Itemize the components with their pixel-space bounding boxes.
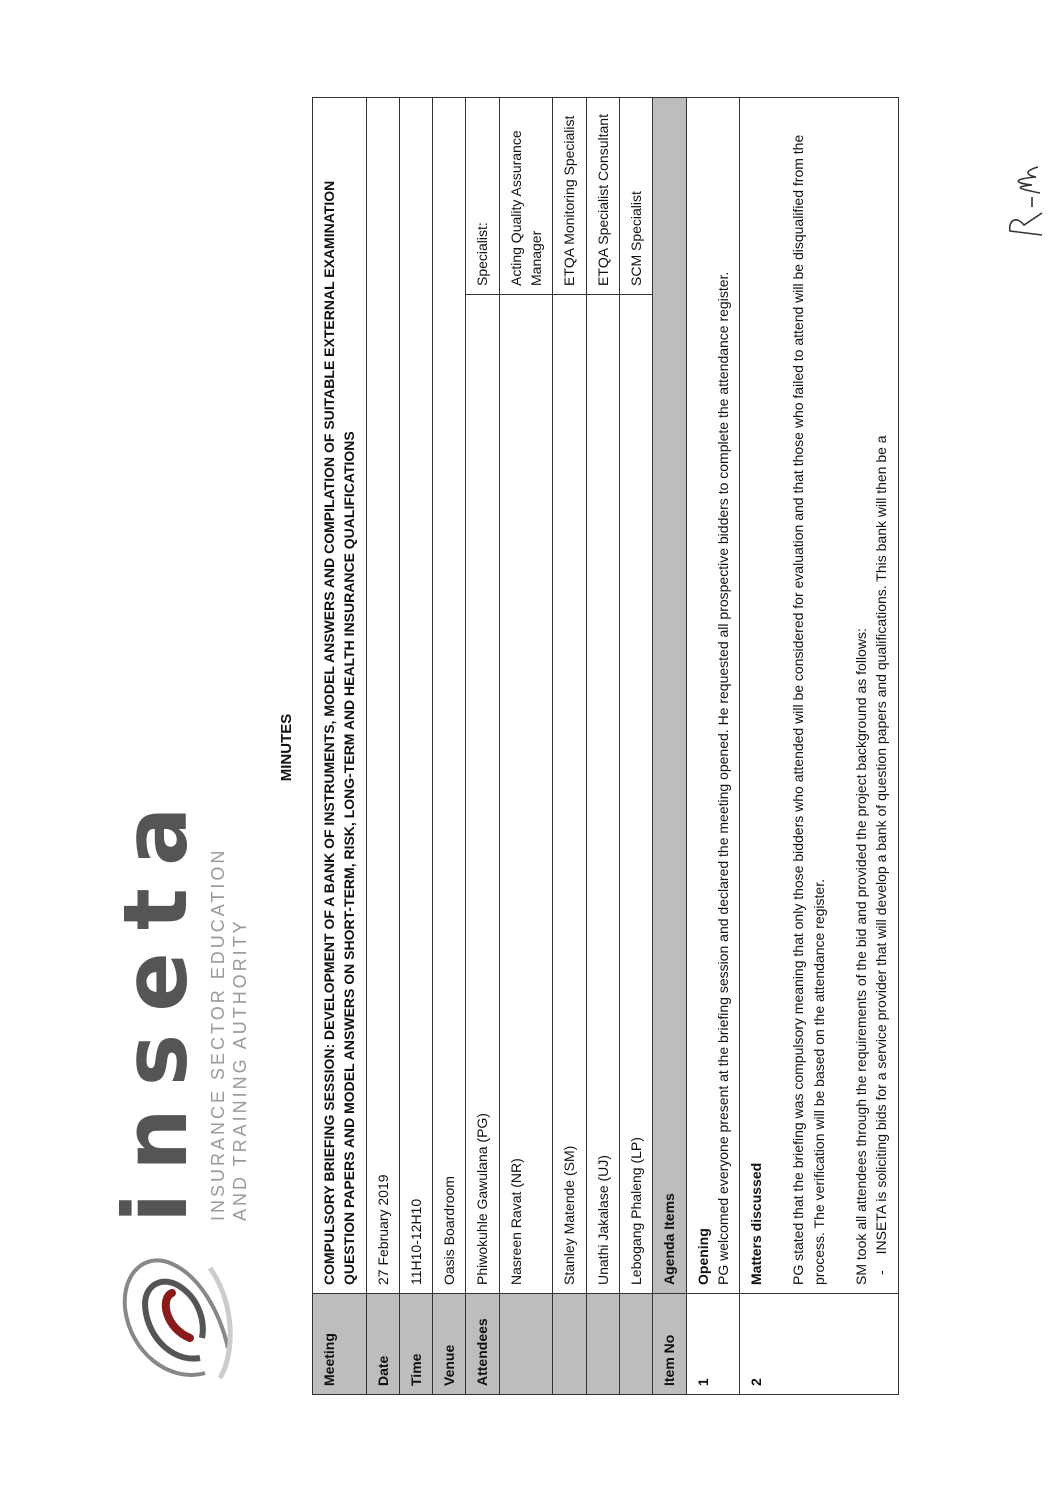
attendee-name: Phiwokuhle Gawulana (PG) bbox=[466, 295, 499, 1294]
agenda-item-paragraph: SM took all attendees through the requirements of the bid and provided the project background as follows: bbox=[853, 628, 870, 1285]
attendee-name: Nasreen Ravat (NR) bbox=[499, 295, 553, 1294]
document-title: MINUTES bbox=[278, 713, 295, 782]
date-value: 27 February 2019 bbox=[366, 98, 399, 1294]
minutes-table bbox=[312, 97, 899, 1395]
date-label: Date bbox=[366, 1294, 399, 1395]
agenda-item-row bbox=[740, 98, 898, 1395]
item-number: 1 bbox=[686, 1294, 740, 1395]
item-number: 2 bbox=[740, 1294, 898, 1395]
logo-swirl-icon bbox=[110, 1243, 240, 1393]
attendee-role: ETQA Monitoring Specialist bbox=[553, 98, 586, 295]
attendee-name: Lebogang Phaleng (LP) bbox=[619, 295, 652, 1294]
venue-value: Oasis Boardroom bbox=[433, 98, 466, 1294]
attendee-name: Stanley Matende (SM) bbox=[553, 295, 586, 1294]
handwritten-initials bbox=[1002, 163, 1052, 243]
agenda-item-content bbox=[686, 98, 740, 1294]
attendee-row bbox=[586, 98, 619, 1395]
bullet-marker: - bbox=[873, 1270, 890, 1275]
time-label: Time bbox=[399, 1294, 432, 1395]
agenda-item-paragraph: PG stated that the briefing was compulsory meaning that only those bidders who attended will be considered for evaluation and that those who failed to attend will be disqualified from the process. The verification will be based on the attendance register. bbox=[790, 134, 827, 1285]
logo-subtitle-line1: INSURANCE SECTOR EDUCATION bbox=[208, 847, 228, 1221]
venue-label: Venue bbox=[433, 1294, 466, 1395]
agenda-item-row bbox=[686, 98, 740, 1395]
meeting-title: COMPULSORY BRIEFING SESSION: DEVELOPMENT OF A BANK OF INSTRUMENTS, MODEL ANSWERS AND COMPILATION OF SUITABLE EXTERNAL EXAMINATION QUESTION PAPERS AND MODEL ANSWERS ON SHORT-TERM, RISK, LONG-TERM AND HEALTH INSURANCE QUALIFICATIONS bbox=[313, 98, 367, 1294]
agenda-item-heading: Matters discussed bbox=[748, 1162, 765, 1285]
agenda-item-heading: Opening bbox=[694, 1228, 711, 1285]
inseta-logo bbox=[104, 784, 250, 1393]
attendee-role: ETQA Specialist Consultant bbox=[586, 98, 619, 295]
item-no-header: Item No bbox=[653, 1294, 686, 1395]
bullet-item bbox=[871, 106, 891, 1285]
meeting-row bbox=[313, 98, 367, 1395]
agenda-header-row bbox=[653, 98, 686, 1395]
date-row bbox=[366, 98, 399, 1395]
attendees-label: Attendees bbox=[466, 1294, 499, 1395]
attendee-row bbox=[499, 98, 553, 1395]
meeting-label: Meeting bbox=[313, 1294, 367, 1395]
agenda-items-header: Agenda Items bbox=[653, 98, 686, 1294]
attendee-row bbox=[619, 98, 652, 1395]
time-value: 11H10-12H10 bbox=[399, 98, 432, 1294]
attendee-role: Acting Quality Assurance Manager bbox=[499, 98, 553, 295]
logo-subtitle-line2: AND TRAINING AUTHORITY bbox=[230, 918, 250, 1221]
attendee-row bbox=[553, 98, 586, 1395]
attendee-name: Unathi Jakalase (UJ) bbox=[586, 295, 619, 1294]
agenda-item-text: PG welcomed everyone present at the briefing session and declared the meeting opened. He requested all prospective bidders to complete the attendance register. bbox=[714, 271, 731, 1285]
logo-wordmark: inseta bbox=[104, 784, 207, 1223]
attendee-role: SCM Specialist bbox=[619, 98, 652, 295]
venue-row bbox=[433, 98, 466, 1395]
bullet-text: INSETA is soliciting bids for a service provider that will develop a bank of question papers and qualifications. This bank will then be a bbox=[873, 435, 890, 1255]
agenda-item-content bbox=[740, 98, 898, 1294]
attendee-row bbox=[466, 98, 499, 1395]
attendee-role: Specialist: bbox=[466, 98, 499, 295]
time-row bbox=[399, 98, 432, 1395]
